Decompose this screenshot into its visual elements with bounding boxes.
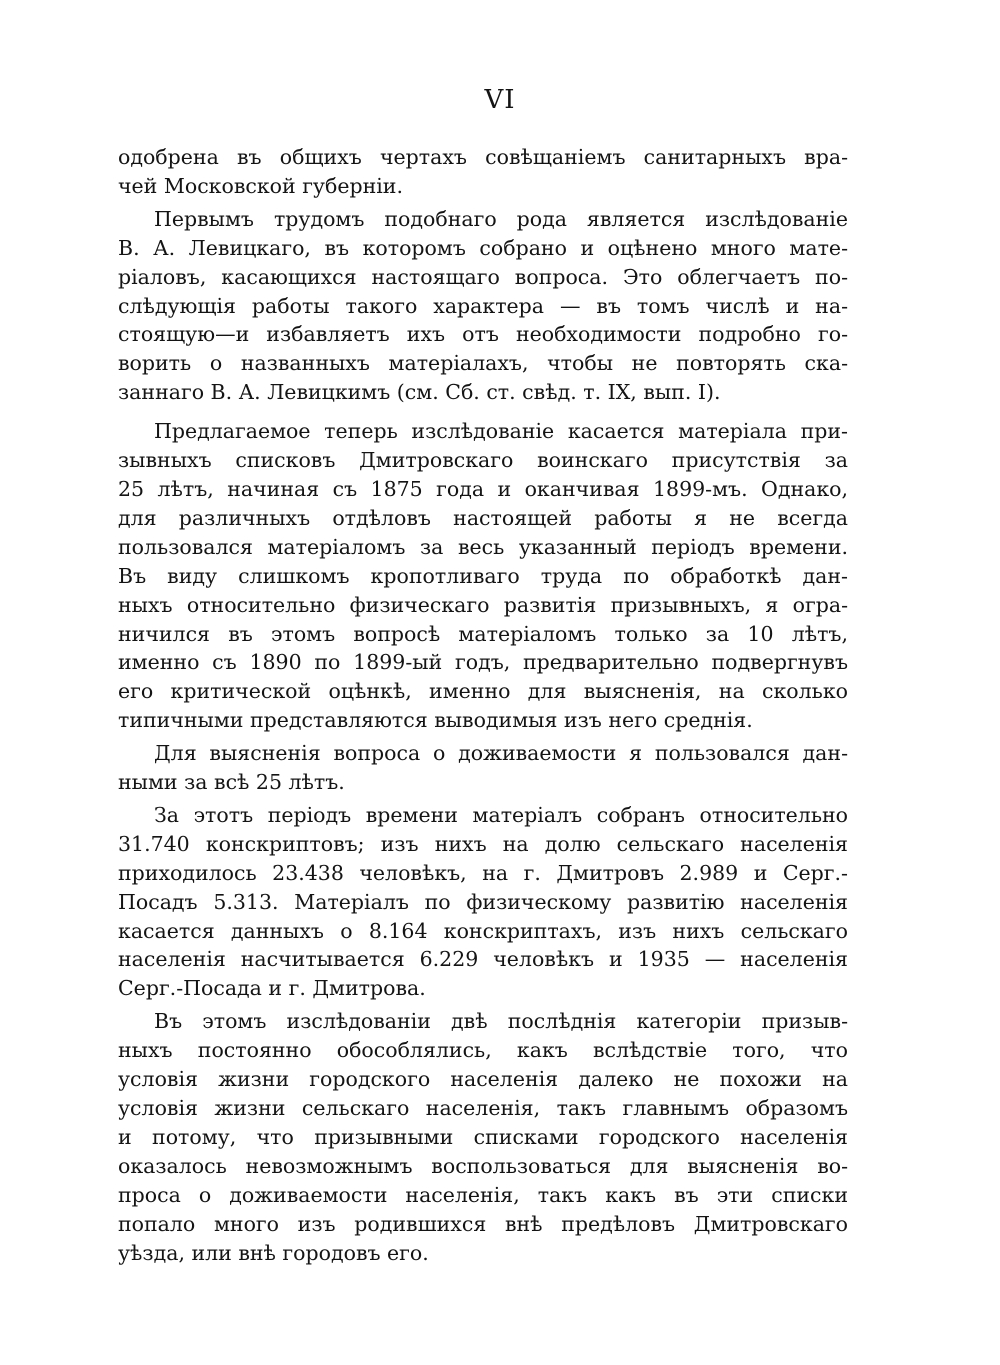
text-line: В. А. Левицкаго, въ которомъ собрано и оцѣнено много мате- xyxy=(118,235,848,260)
text-line: и потому, что призывными списками городского населенія xyxy=(118,1124,848,1149)
text-line: касается данныхъ о 8.164 конскриптахъ, изъ нихъ сельскаго xyxy=(118,918,848,943)
text-line: Для выясненія вопроса о доживаемости я пользовался дан- xyxy=(154,741,848,766)
text-line: Въ виду слишкомъ кропотливаго труда по обработкѣ дан- xyxy=(118,563,848,588)
text-line: 31.740 конскриптовъ; изъ нихъ на долю сельскаго населенія xyxy=(118,831,848,856)
text-line: для различныхъ отдѣловъ настоящей работы я не всегда xyxy=(118,505,848,530)
text-line: Первымъ трудомъ подобнаго рода является изслѣдованіе xyxy=(154,206,848,231)
text-line: условія жизни сельскаго населенія, такъ главнымъ образомъ xyxy=(118,1096,848,1120)
text-line: Предлагаемое теперь изслѣдованіе касается матеріала при- xyxy=(154,419,848,444)
text-line: стоящую—и избавляетъ ихъ отъ необходимости подробно го- xyxy=(118,322,848,347)
text-line: типичными представляются выводимыя изъ него среднія. xyxy=(118,708,753,733)
text-line: ворить о названныхъ матеріалахъ, чтобы не повторять ска- xyxy=(118,351,848,376)
paragraph-4 xyxy=(118,739,848,797)
text-line: приходилось 23.438 человѣкъ, на г. Дмитровъ 2.989 и Серг.- xyxy=(118,860,848,885)
text-line: ничился въ этомъ вопросѣ матеріаломъ только за 10 лѣтъ, xyxy=(118,621,848,646)
text-line: проса о доживаемости населенія, такъ какъ въ эти списки xyxy=(118,1182,848,1207)
text-line: За этотъ періодъ времени матеріалъ собранъ относительно xyxy=(154,802,848,827)
text-line: слѣдующія работы такого характера — въ томъ числѣ и на- xyxy=(118,293,848,318)
paragraph-1 xyxy=(118,143,848,201)
text-line: условія жизни городского населенія далеко не похожи на xyxy=(118,1067,848,1092)
text-line: ныхъ относительно физическаго развитія призывныхъ, я огра- xyxy=(118,592,848,617)
text-line: 25 лѣтъ, начиная съ 1875 года и оканчивая 1899-мъ. Однако, xyxy=(118,476,848,501)
text-line: населенія насчитывается 6.229 человѣкъ и 1935 — населенія xyxy=(118,947,848,972)
text-line: его критической оцѣнкѣ, именно для выясненія, на сколько xyxy=(118,679,848,704)
text-line: именно съ 1890 по 1899-ый годъ, предварительно подвергнувъ xyxy=(118,650,848,675)
text-line: Серг.-Посада и г. Дмитрова. xyxy=(118,976,426,1001)
text-line: Посадъ 5.313. Матеріалъ по физическому развитію населенія xyxy=(118,889,848,914)
paragraph-5 xyxy=(118,801,848,1003)
text-line: зывныхъ списковъ Дмитровскаго воинскаго присутствія за xyxy=(118,448,848,473)
body-text xyxy=(118,143,848,1271)
paragraph-6 xyxy=(118,1007,848,1267)
text-line: ныхъ постоянно обособлялись, какъ вслѣдствіе того, что xyxy=(118,1038,848,1063)
page-number: VI xyxy=(484,85,516,115)
text-line: заннаго В. А. Левицкимъ (см. Сб. ст. свѣд. т. IX, вып. I). xyxy=(118,380,721,405)
text-line: пользовался матеріаломъ за весь указанный періодъ времени. xyxy=(118,534,848,559)
text-line: ріаловъ, касающихся настоящаго вопроса. Это облегчаетъ по- xyxy=(118,264,848,289)
text-line: ными за всѣ 25 лѣтъ. xyxy=(118,770,345,795)
text-line: попало много изъ родившихся внѣ предѣловъ Дмитровскаго xyxy=(118,1211,848,1236)
text-line: одобрена въ общихъ чертахъ совѣщаніемъ санитарныхъ вра- xyxy=(118,145,848,169)
text-line: Въ этомъ изслѣдованіи двѣ послѣднія категоріи призыв- xyxy=(154,1009,848,1034)
text-line: уѣзда, или внѣ городовъ его. xyxy=(118,1240,429,1265)
paragraph-2 xyxy=(118,205,848,407)
text-line: чей Московской губерніи. xyxy=(118,173,403,198)
text-line: оказалось невозможнымъ воспользоваться для выясненія во- xyxy=(118,1153,848,1178)
paragraph-3 xyxy=(118,417,848,735)
